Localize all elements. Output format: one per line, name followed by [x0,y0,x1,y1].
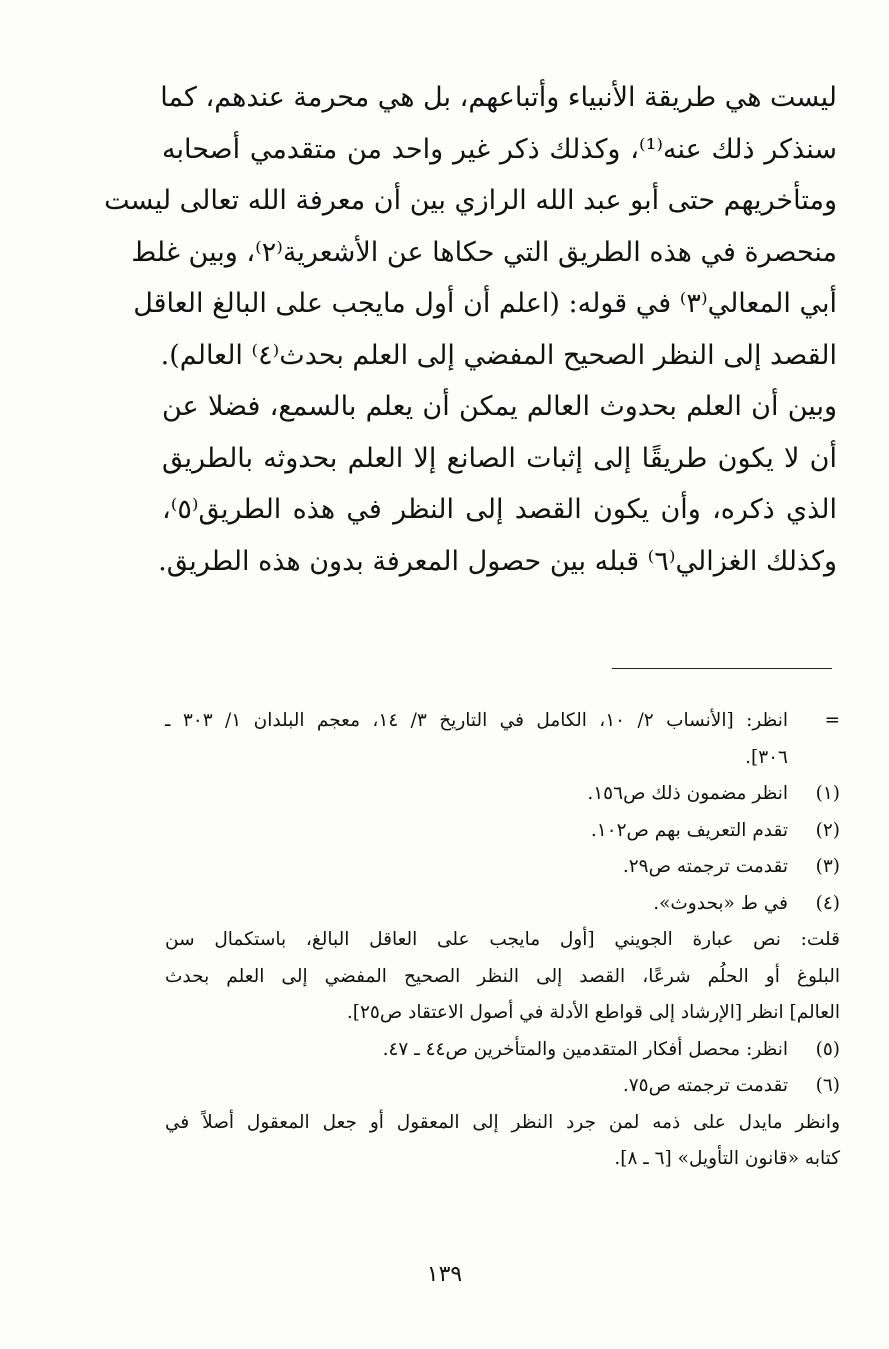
footnote-marker: (٦) [815,1075,840,1096]
footnote-text: في ط «بحدوث». [653,892,788,914]
footnote-line: وانظر مايدل على ذمه لمن جرد النظر إلى المعقول أو جعل المعقول أصلاً في [165,1111,840,1133]
footnote-marker: (١) [815,783,840,804]
main-text-line: الذي ذكره، وأن يكون القصد إلى النظر في هذه الطريق⁽٥⁾، [162,494,837,525]
footnote-marker: (٢) [815,819,840,841]
footnote-5 [165,1032,840,1069]
footnote-marker: (٣) [815,856,840,877]
footnotes-section [165,703,840,1178]
footnote-line: انظر: [الأنساب ٢/ ١٠، الكامل في التاريخ ٣/ ١٤، معجم البلدان ١/ ٣٠٣ ـ [165,710,788,731]
footnote-line: العالم] انظر [الإرشاد إلى قواطع الأدلة في أصول الاعتقاد ص٢٥]. [346,1002,840,1023]
footnote-4 [165,886,840,923]
footnote-line: البلوغ أو الحلُم شرعًا، القصد إلى النظر الصحيح المفضي إلى العلم بحدث [165,965,840,987]
footnote-2 [165,813,840,850]
main-text-line: ومتأخريهم حتى أبو عبد الله الرازي بين أن معرفة الله تعالى ليست [104,185,837,216]
footnote-4-comment [165,922,840,1032]
footnote-continuation [165,703,840,776]
footnote-3 [165,849,840,886]
main-text-body [104,72,837,587]
footnote-6-comment [165,1105,840,1178]
footnote-1 [165,776,840,813]
main-text-line: وبين أن العلم بحدوث العالم يمكن أن يعلم بالسمع، فضلا عن [162,391,837,422]
main-text-line: أبي المعالي⁽٣⁾ في قوله: (اعلم أن أول مايجب على البالغ العاقل [133,288,837,319]
footnote-6 [165,1068,840,1105]
main-text-line: القصد إلى النظر الصحيح المفضي إلى العلم بحدث⁽٤⁾ العالم). [160,339,837,371]
page-number: ١٣٩ [426,1262,463,1287]
footnote-line: كتابه «قانون التأويل» [٦ ـ ٨]. [614,1148,840,1169]
main-text-line: ليست هي طريقة الأنبياء وأتباعهم، بل هي محرمة عندهم، كما [160,82,837,113]
footnote-line: ٣٠٦]. [745,746,788,768]
footnote-text: انظر: محصل أفكار المتقدمين والمتأخرين ص٤٤ ـ ٤٧. [382,1038,788,1060]
main-text-line: وكذلك الغزالي⁽٦⁾ قبله بين حصول المعرفة بدون هذه الطريق. [158,545,837,577]
main-text-line: أن لا يكون طريقًا إلى إثبات الصانع إلا العلم بحدوثه بالطريق [162,442,837,474]
main-text-line: سنذكر ذلك عنه⁽¹⁾، وكذلك ذكر غير واحد من متقدمي أصحابه [162,133,837,165]
footnote-text: تقدمت ترجمته ص٢٩. [622,856,788,877]
footnote-divider [612,668,832,669]
main-text-line: منحصرة في هذه الطريق التي حكاها عن الأشعرية⁽٢⁾، وبين غلط [131,236,837,268]
footnote-text: انظر مضمون ذلك ص١٥٦. [587,783,788,804]
footnote-marker: (٤) [815,892,840,914]
footnote-text: تقدمت ترجمته ص٧٥. [622,1075,788,1096]
footnote-text: تقدم التعريف بهم ص١٠٢. [590,819,788,841]
continuation-marker: = [824,710,840,731]
footnote-marker: (٥) [815,1038,840,1060]
footnote-line: قلت: نص عبارة الجويني [أول مايجب على العاقل البالغ، باستكمال سن [165,929,840,950]
